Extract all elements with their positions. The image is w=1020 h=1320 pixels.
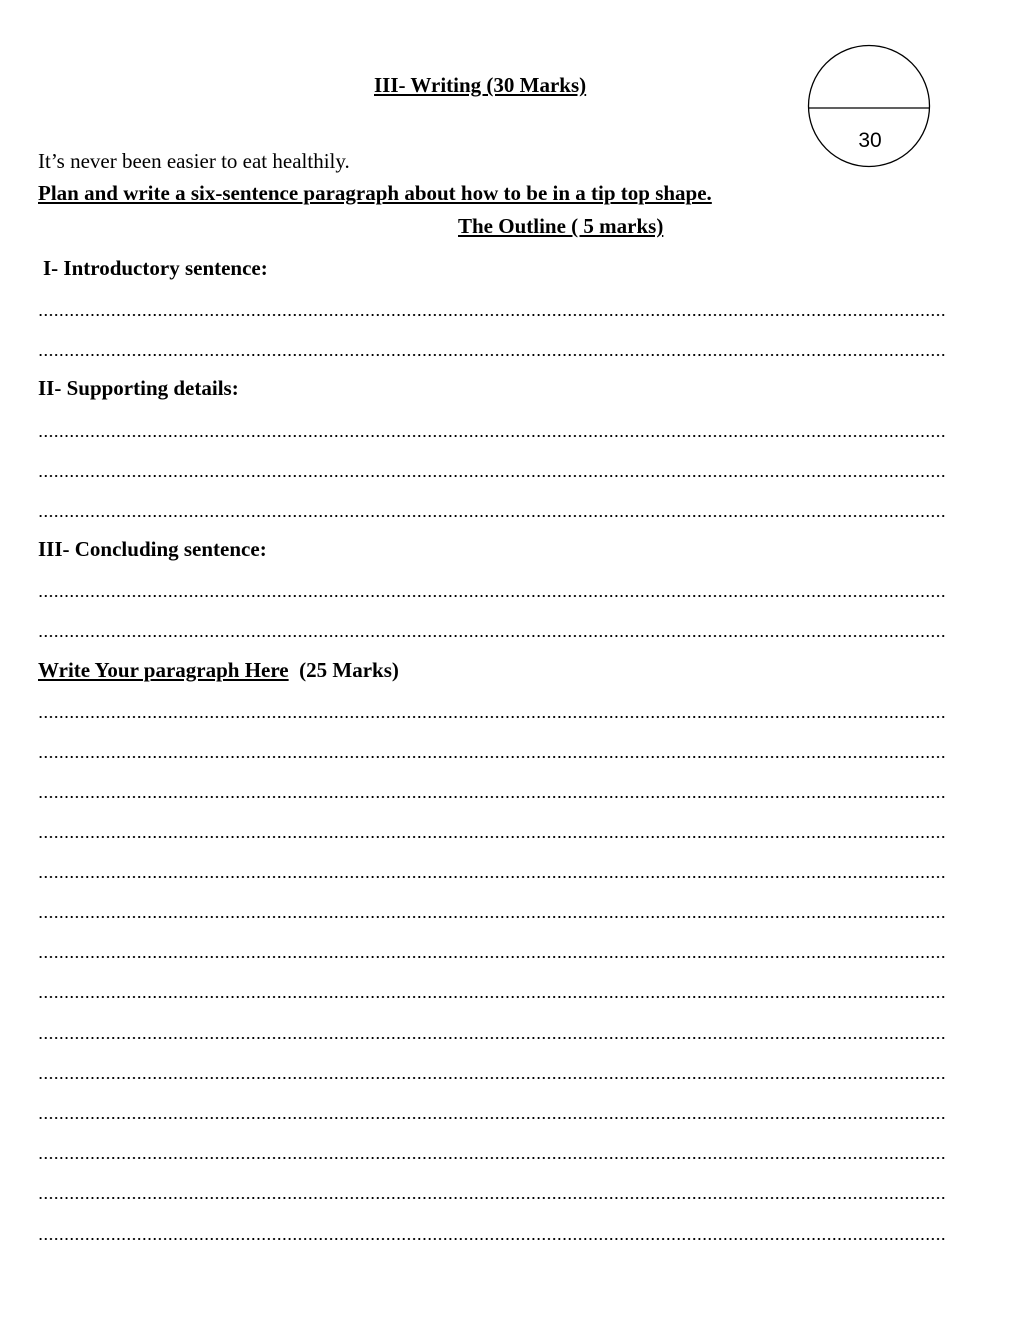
answer-line[interactable] [38, 354, 946, 356]
paragraph-line[interactable] [38, 756, 946, 758]
page-title: III- Writing (30 Marks) [374, 73, 587, 97]
paragraph-line[interactable] [38, 1117, 946, 1119]
paragraph-line[interactable] [38, 1077, 946, 1079]
answer-line[interactable] [38, 515, 946, 517]
paragraph-line[interactable] [38, 836, 946, 838]
paragraph-heading [38, 658, 399, 683]
outline-title: The Outline ( 5 marks) [458, 214, 664, 238]
instruction-text: Plan and write a six-sentence paragraph about how to be in a tip top shape. [38, 181, 712, 205]
paragraph-line[interactable] [38, 956, 946, 958]
answer-line[interactable] [38, 314, 946, 316]
paragraph-line[interactable] [38, 1157, 946, 1159]
concluding-sentence-label: III- Concluding sentence: [38, 537, 267, 561]
intro-text: It’s never been easier to eat healthily. [38, 149, 350, 173]
answer-line[interactable] [38, 595, 946, 597]
paragraph-line[interactable] [38, 796, 946, 798]
paragraph-line[interactable] [38, 1238, 946, 1240]
answer-line[interactable] [38, 435, 946, 437]
answer-line[interactable] [38, 475, 946, 477]
paragraph-line[interactable] [38, 1197, 946, 1199]
paragraph-line[interactable] [38, 1037, 946, 1039]
paragraph-line[interactable] [38, 716, 946, 718]
paragraph-marks: (25 Marks) [299, 658, 399, 682]
paragraph-heading-text: Write Your paragraph Here [38, 658, 289, 682]
score-total: 30 [858, 129, 882, 152]
answer-line[interactable] [38, 635, 946, 637]
supporting-details-label: II- Supporting details: [38, 376, 239, 400]
paragraph-line[interactable] [38, 876, 946, 878]
introductory-sentence-label: I- Introductory sentence: [43, 256, 268, 280]
paragraph-line[interactable] [38, 916, 946, 918]
score-circle [807, 44, 931, 168]
paragraph-line[interactable] [38, 996, 946, 998]
